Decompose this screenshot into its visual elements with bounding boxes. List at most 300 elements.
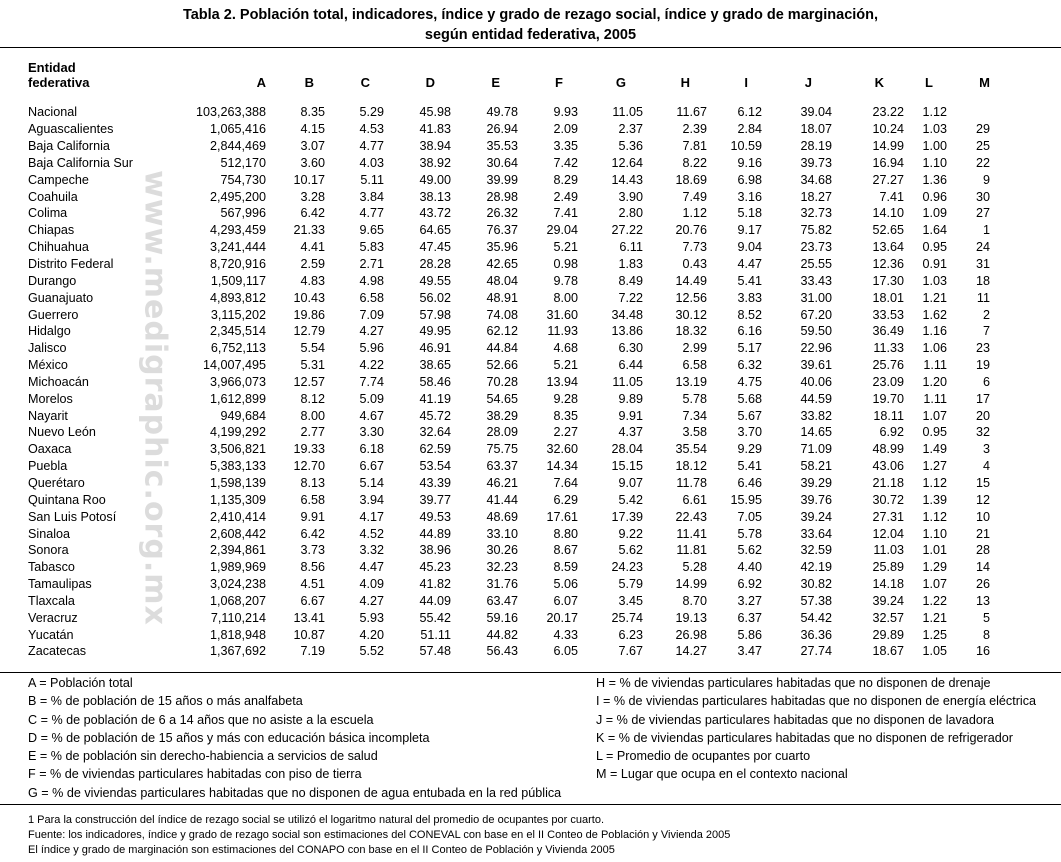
value-cell-b: 4.41 xyxy=(300,240,325,255)
value-cell-f: 2.49 xyxy=(553,189,578,204)
table-row xyxy=(28,475,990,492)
entity-name-cell: Tamaulipas xyxy=(28,577,92,592)
value-cell-j: 44.59 xyxy=(800,391,832,406)
value-cell-c: 5.29 xyxy=(359,105,384,120)
value-cell-b: 6.58 xyxy=(300,492,325,507)
value-cell-b: 10.87 xyxy=(293,627,325,642)
value-cell-k: 12.36 xyxy=(872,257,904,272)
value-cell-m: 28 xyxy=(975,543,990,558)
value-cell-m: 29 xyxy=(975,122,990,137)
value-cell-g: 9.91 xyxy=(618,408,643,423)
value-cell-l: 0.95 xyxy=(922,425,947,440)
value-cell-b: 6.42 xyxy=(300,526,325,541)
value-cell-a: 7,110,214 xyxy=(210,610,266,625)
value-cell-b: 7.19 xyxy=(300,644,325,659)
value-cell-f: 4.33 xyxy=(553,627,578,642)
value-cell-h: 11.78 xyxy=(676,475,707,490)
value-cell-g: 5.62 xyxy=(618,543,643,558)
value-cell-l: 1.10 xyxy=(922,155,947,170)
value-cell-h: 18.12 xyxy=(675,459,707,474)
value-cell-a: 2,345,514 xyxy=(209,324,266,339)
value-cell-h: 14.99 xyxy=(675,577,707,592)
entity-name-cell: Veracruz xyxy=(28,610,78,625)
value-cell-f: 6.05 xyxy=(553,644,578,659)
value-cell-a: 4,293,459 xyxy=(209,223,266,238)
value-cell-d: 46.91 xyxy=(419,341,451,356)
value-cell-c: 6.18 xyxy=(359,442,384,457)
value-cell-c: 4.77 xyxy=(359,139,384,154)
legend-item-m: M = Lugar que ocupa en el contexto nacional xyxy=(596,767,848,782)
value-cell-d: 38.94 xyxy=(419,139,451,154)
entity-name-cell: Nayarit xyxy=(28,408,68,423)
value-cell-l: 1.25 xyxy=(922,627,947,642)
value-cell-i: 5.86 xyxy=(737,627,762,642)
value-cell-l: 1.22 xyxy=(922,593,947,608)
value-cell-l: 1.10 xyxy=(922,526,947,541)
value-cell-k: 27.31 xyxy=(872,509,904,524)
value-cell-c: 9.65 xyxy=(359,223,384,238)
value-cell-e: 46.21 xyxy=(486,475,518,490)
value-cell-l: 1.21 xyxy=(922,290,947,305)
value-cell-l: 1.49 xyxy=(922,442,947,457)
value-cell-k: 14.10 xyxy=(872,206,904,221)
value-cell-c: 4.67 xyxy=(359,408,384,423)
value-cell-g: 11.05 xyxy=(612,105,643,120)
value-cell-h: 5.78 xyxy=(682,391,707,406)
value-cell-g: 7.67 xyxy=(618,644,643,659)
table-row xyxy=(28,508,990,525)
value-cell-l: 1.06 xyxy=(922,341,947,356)
entity-name-cell: Nacional xyxy=(28,105,78,120)
value-cell-m: 6 xyxy=(982,374,990,389)
value-cell-c: 6.58 xyxy=(359,290,384,305)
value-cell-e: 33.10 xyxy=(486,526,518,541)
value-cell-f: 2.27 xyxy=(553,425,578,440)
value-cell-f: 20.17 xyxy=(546,610,578,625)
value-cell-m: 7 xyxy=(982,324,990,339)
value-cell-k: 25.89 xyxy=(872,560,904,575)
value-cell-e: 70.28 xyxy=(486,374,518,389)
value-cell-e: 26.32 xyxy=(486,206,518,221)
table-row xyxy=(28,559,990,576)
value-cell-h: 14.49 xyxy=(675,273,707,288)
value-cell-l: 1.03 xyxy=(922,122,947,137)
entity-name-cell: Nuevo León xyxy=(28,425,96,440)
value-cell-g: 34.48 xyxy=(611,307,643,322)
value-cell-h: 26.98 xyxy=(675,627,707,642)
legend-item-j: J = % de viviendas particulares habitadas que no disponen de lavadora xyxy=(596,712,995,727)
value-cell-a: 754,730 xyxy=(220,172,266,187)
value-cell-k: 18.11 xyxy=(873,408,904,423)
value-cell-l: 1.07 xyxy=(922,577,947,592)
table-row xyxy=(28,340,990,357)
value-cell-i: 2.84 xyxy=(737,122,762,137)
value-cell-a: 2,394,861 xyxy=(209,543,266,558)
value-cell-k: 16.94 xyxy=(872,155,904,170)
value-cell-e: 35.53 xyxy=(486,139,518,154)
value-cell-d: 62.59 xyxy=(419,442,451,457)
value-cell-h: 12.56 xyxy=(675,290,707,305)
value-cell-a: 4,199,292 xyxy=(209,425,266,440)
value-cell-e: 56.43 xyxy=(486,644,518,659)
value-cell-j: 59.50 xyxy=(800,324,832,339)
value-cell-g: 25.74 xyxy=(611,610,643,625)
table-row xyxy=(28,592,990,609)
value-cell-f: 7.64 xyxy=(553,475,578,490)
value-cell-g: 2.37 xyxy=(618,122,643,137)
value-cell-l: 1.21 xyxy=(922,610,947,625)
value-cell-k: 13.64 xyxy=(872,240,904,255)
value-cell-h: 3.58 xyxy=(682,425,707,440)
value-cell-b: 13.41 xyxy=(293,610,325,625)
legend-item-d: D = % de población de 15 años y más con educación básica incompleta xyxy=(28,730,430,745)
value-cell-c: 2.71 xyxy=(359,257,384,272)
value-cell-d: 47.45 xyxy=(419,240,451,255)
value-cell-m xyxy=(947,104,990,121)
value-cell-b: 6.42 xyxy=(300,206,325,221)
value-cell-g: 6.11 xyxy=(619,240,643,255)
table-row xyxy=(28,458,990,475)
value-cell-e: 49.78 xyxy=(486,105,518,120)
value-cell-l: 1.00 xyxy=(922,139,947,154)
value-cell-j: 39.04 xyxy=(800,105,832,120)
value-cell-c: 6.67 xyxy=(359,459,384,474)
value-cell-l: 1.05 xyxy=(922,644,947,659)
value-cell-d: 38.92 xyxy=(419,155,451,170)
entity-name-cell: Campeche xyxy=(28,172,89,187)
value-cell-f: 29.04 xyxy=(546,223,578,238)
value-cell-l: 0.91 xyxy=(922,257,947,272)
value-cell-i: 4.47 xyxy=(737,257,762,272)
value-cell-i: 3.27 xyxy=(737,593,762,608)
value-cell-c: 4.47 xyxy=(359,560,384,575)
table-row xyxy=(28,441,990,458)
value-cell-g: 13.86 xyxy=(611,324,643,339)
value-cell-b: 8.35 xyxy=(300,105,325,120)
value-cell-l: 1.01 xyxy=(922,543,947,558)
table-row xyxy=(28,609,990,626)
title-line-1: Tabla 2. Población total, indicadores, índice y grado de rezago social, índice y grado de marginación, xyxy=(182,7,879,23)
value-cell-b: 19.86 xyxy=(293,307,325,322)
value-cell-d: 49.00 xyxy=(419,172,451,187)
value-cell-a: 1,068,207 xyxy=(209,593,266,608)
entity-name-cell: Baja California xyxy=(28,139,110,154)
value-cell-g: 4.37 xyxy=(618,425,643,440)
value-cell-c: 4.77 xyxy=(359,206,384,221)
value-cell-c: 4.20 xyxy=(359,627,384,642)
value-cell-f: 9.28 xyxy=(553,391,578,406)
value-cell-j: 18.27 xyxy=(800,189,832,204)
value-cell-e: 28.98 xyxy=(486,189,518,204)
legend-item-g: G = % de viviendas particulares habitadas que no disponen de agua entubada en la red pública xyxy=(28,785,562,800)
entity-name-cell: Tlaxcala xyxy=(28,593,75,608)
value-cell-j: 34.68 xyxy=(800,172,832,187)
value-cell-j: 58.21 xyxy=(800,459,832,474)
value-cell-d: 49.55 xyxy=(419,273,451,288)
value-cell-e: 63.47 xyxy=(486,593,518,608)
value-cell-a: 1,612,899 xyxy=(209,391,266,406)
col-header-m: M xyxy=(979,75,990,90)
value-cell-f: 8.29 xyxy=(553,172,578,187)
value-cell-b: 3.07 xyxy=(300,139,325,154)
value-cell-l: 1.11 xyxy=(923,358,947,373)
value-cell-h: 7.81 xyxy=(682,139,707,154)
value-cell-e: 31.76 xyxy=(486,577,518,592)
table-row xyxy=(28,542,990,559)
value-cell-i: 9.16 xyxy=(737,155,762,170)
entity-name-cell: Distrito Federal xyxy=(28,257,114,272)
value-cell-g: 17.39 xyxy=(611,509,643,524)
value-cell-l: 1.36 xyxy=(922,172,947,187)
table-row xyxy=(28,407,990,424)
value-cell-d: 39.77 xyxy=(419,492,451,507)
entity-name-cell: Tabasco xyxy=(28,560,75,575)
value-cell-i: 5.17 xyxy=(737,341,762,356)
value-cell-b: 4.15 xyxy=(300,122,325,137)
value-cell-j: 33.64 xyxy=(800,526,832,541)
value-cell-f: 8.35 xyxy=(553,408,578,423)
value-cell-m: 11 xyxy=(976,290,990,305)
value-cell-m: 1 xyxy=(982,223,990,238)
value-cell-e: 30.26 xyxy=(486,543,518,558)
table-row xyxy=(28,256,990,273)
value-cell-e: 62.12 xyxy=(486,324,518,339)
value-cell-i: 6.12 xyxy=(737,105,762,120)
value-cell-f: 6.07 xyxy=(553,593,578,608)
value-cell-g: 11.05 xyxy=(612,374,643,389)
value-cell-k: 6.92 xyxy=(879,425,904,440)
value-cell-l: 1.20 xyxy=(922,374,947,389)
value-cell-l: 0.96 xyxy=(922,189,947,204)
entity-name-cell: Durango xyxy=(28,273,77,288)
value-cell-a: 949,684 xyxy=(220,408,266,423)
value-cell-j: 75.82 xyxy=(800,223,832,238)
legend-right xyxy=(596,674,1036,784)
value-cell-a: 3,966,073 xyxy=(209,374,266,389)
value-cell-b: 8.12 xyxy=(300,391,325,406)
table-row xyxy=(28,374,990,391)
value-cell-m: 23 xyxy=(975,341,990,356)
value-cell-c: 4.27 xyxy=(359,593,384,608)
value-cell-b: 6.67 xyxy=(300,593,325,608)
value-cell-c: 5.96 xyxy=(359,341,384,356)
value-cell-i: 3.70 xyxy=(737,425,762,440)
entity-name-cell: Guanajuato xyxy=(28,290,94,305)
value-cell-j: 23.73 xyxy=(800,240,832,255)
value-cell-f: 8.67 xyxy=(553,543,578,558)
value-cell-k: 48.99 xyxy=(872,442,904,457)
value-cell-c: 4.22 xyxy=(359,358,384,373)
value-cell-d: 55.42 xyxy=(419,610,451,625)
value-cell-b: 21.33 xyxy=(293,223,325,238)
value-cell-e: 30.64 xyxy=(486,155,518,170)
value-cell-e: 48.04 xyxy=(486,273,518,288)
value-cell-f: 7.41 xyxy=(553,206,578,221)
entity-name-cell: Baja California Sur xyxy=(28,155,133,170)
value-cell-e: 38.29 xyxy=(486,408,518,423)
value-cell-a: 1,367,692 xyxy=(209,644,266,659)
value-cell-m: 4 xyxy=(982,459,990,474)
value-cell-d: 45.72 xyxy=(419,408,451,423)
table-row xyxy=(28,155,990,172)
value-cell-g: 28.04 xyxy=(611,442,643,457)
value-cell-m: 20 xyxy=(975,408,990,423)
value-cell-i: 4.40 xyxy=(737,560,762,575)
value-cell-g: 3.45 xyxy=(618,593,643,608)
table-title xyxy=(0,5,1061,45)
value-cell-i: 3.16 xyxy=(737,189,762,204)
table-row xyxy=(28,357,990,374)
legend-item-a: A = Población total xyxy=(28,676,133,690)
value-cell-k: 11.33 xyxy=(873,341,904,356)
value-cell-g: 9.07 xyxy=(618,475,643,490)
watermark-text: www.medigraphic.org.mx xyxy=(137,170,173,626)
legend-item-i: I = % de viviendas particulares habitadas que no disponen de energía eléctrica xyxy=(596,694,1037,709)
entity-name-cell: Aguascalientes xyxy=(28,122,114,137)
value-cell-b: 12.70 xyxy=(293,459,325,474)
value-cell-h: 6.61 xyxy=(682,492,707,507)
value-cell-g: 27.22 xyxy=(611,223,643,238)
value-cell-c: 3.94 xyxy=(359,492,384,507)
value-cell-k: 10.24 xyxy=(872,122,904,137)
value-cell-d: 45.23 xyxy=(419,560,451,575)
entity-name-cell: Jalisco xyxy=(28,341,67,356)
table-row xyxy=(28,626,990,643)
header-gap xyxy=(28,90,990,104)
entity-name-cell: Chiapas xyxy=(28,223,75,238)
value-cell-i: 10.59 xyxy=(730,139,762,154)
value-cell-i: 5.78 xyxy=(737,526,762,541)
value-cell-h: 18.69 xyxy=(675,172,707,187)
value-cell-h: 0.43 xyxy=(682,257,707,272)
value-cell-l: 1.16 xyxy=(922,324,947,339)
value-cell-b: 5.54 xyxy=(300,341,325,356)
value-cell-k: 14.18 xyxy=(872,577,904,592)
value-cell-k: 36.49 xyxy=(872,324,904,339)
entity-name-cell: Puebla xyxy=(28,459,68,474)
value-cell-f: 17.61 xyxy=(546,509,578,524)
value-cell-k: 39.24 xyxy=(872,593,904,608)
value-cell-k: 23.09 xyxy=(872,374,904,389)
entity-name-cell: Colima xyxy=(28,206,68,221)
entity-name-cell: Coahuila xyxy=(28,189,78,204)
value-cell-c: 5.83 xyxy=(359,240,384,255)
legend-item-h: H = % de viviendas particulares habitadas que no disponen de drenaje xyxy=(596,676,991,690)
legend-top-rule xyxy=(0,672,1061,673)
table-row xyxy=(28,491,990,508)
value-cell-g: 9.89 xyxy=(618,391,643,406)
value-cell-g: 6.23 xyxy=(618,627,643,642)
value-cell-l: 1.07 xyxy=(922,408,947,423)
value-cell-e: 54.65 xyxy=(486,391,518,406)
value-cell-d: 53.54 xyxy=(419,459,451,474)
value-cell-h: 6.58 xyxy=(682,358,707,373)
value-cell-k: 30.72 xyxy=(872,492,904,507)
value-cell-f: 7.42 xyxy=(553,155,578,170)
value-cell-h: 30.12 xyxy=(675,307,707,322)
table-row xyxy=(28,138,990,155)
value-cell-j: 71.09 xyxy=(800,442,832,457)
col-header-a: A xyxy=(256,75,266,90)
value-cell-m: 24 xyxy=(975,240,990,255)
value-cell-j: 39.73 xyxy=(800,155,832,170)
table-row xyxy=(28,239,990,256)
value-cell-d: 44.09 xyxy=(419,593,451,608)
value-cell-i: 3.83 xyxy=(737,290,762,305)
value-cell-c: 4.52 xyxy=(359,526,384,541)
value-cell-e: 74.08 xyxy=(486,307,518,322)
value-cell-i: 5.68 xyxy=(737,391,762,406)
value-cell-b: 3.60 xyxy=(300,155,325,170)
value-cell-l: 1.03 xyxy=(922,273,947,288)
value-cell-c: 5.11 xyxy=(360,172,384,187)
value-cell-a: 3,115,202 xyxy=(210,307,266,322)
value-cell-e: 63.37 xyxy=(486,459,518,474)
value-cell-c: 7.09 xyxy=(359,307,384,322)
value-cell-k: 17.30 xyxy=(872,273,904,288)
value-cell-c: 4.53 xyxy=(359,122,384,137)
value-cell-j: 32.59 xyxy=(800,543,832,558)
value-cell-i: 6.92 xyxy=(737,577,762,592)
value-cell-m: 12 xyxy=(975,492,990,507)
value-cell-k: 21.18 xyxy=(872,475,904,490)
value-cell-a: 2,495,200 xyxy=(209,189,266,204)
value-cell-l: 1.12 xyxy=(922,105,947,120)
value-cell-d: 45.98 xyxy=(419,105,451,120)
value-cell-h: 8.22 xyxy=(682,155,707,170)
value-cell-i: 3.47 xyxy=(737,644,762,659)
value-cell-f: 9.78 xyxy=(553,273,578,288)
value-cell-i: 5.67 xyxy=(737,408,762,423)
value-cell-a: 6,752,113 xyxy=(210,341,266,356)
value-cell-d: 51.11 xyxy=(420,627,451,642)
value-cell-k: 25.76 xyxy=(872,358,904,373)
top-rule xyxy=(0,47,1061,48)
value-cell-d: 56.02 xyxy=(419,290,451,305)
value-cell-i: 5.62 xyxy=(737,543,762,558)
value-cell-e: 44.84 xyxy=(486,341,518,356)
value-cell-k: 52.65 xyxy=(872,223,904,238)
value-cell-j: 28.19 xyxy=(800,139,832,154)
value-cell-f: 13.94 xyxy=(546,374,578,389)
value-cell-j: 54.42 xyxy=(800,610,832,625)
value-cell-b: 10.43 xyxy=(293,290,325,305)
value-cell-i: 6.16 xyxy=(737,324,762,339)
table-row xyxy=(28,643,990,660)
table-row xyxy=(28,323,990,340)
legend-item-c: C = % de población de 6 a 14 años que no asiste a la escuela xyxy=(28,712,374,727)
value-cell-h: 7.49 xyxy=(682,189,707,204)
value-cell-i: 5.18 xyxy=(737,206,762,221)
value-cell-j: 39.76 xyxy=(800,492,832,507)
value-cell-k: 23.22 xyxy=(872,105,904,120)
value-cell-e: 32.23 xyxy=(486,560,518,575)
value-cell-l: 1.29 xyxy=(922,560,947,575)
value-cell-g: 24.23 xyxy=(611,560,643,575)
entity-name-cell: México xyxy=(28,358,68,373)
value-cell-c: 4.98 xyxy=(359,273,384,288)
value-cell-d: 38.65 xyxy=(419,358,451,373)
value-cell-a: 5,383,133 xyxy=(209,459,266,474)
value-cell-d: 41.83 xyxy=(419,122,451,137)
value-cell-j: 39.61 xyxy=(800,358,832,373)
value-cell-i: 9.29 xyxy=(737,442,762,457)
legend-item-k: K = % de viviendas particulares habitadas que no disponen de refrigerador xyxy=(596,730,1013,745)
value-cell-c: 3.32 xyxy=(359,543,384,558)
value-cell-c: 5.93 xyxy=(359,610,384,625)
table-row xyxy=(28,576,990,593)
value-cell-c: 7.74 xyxy=(359,374,384,389)
